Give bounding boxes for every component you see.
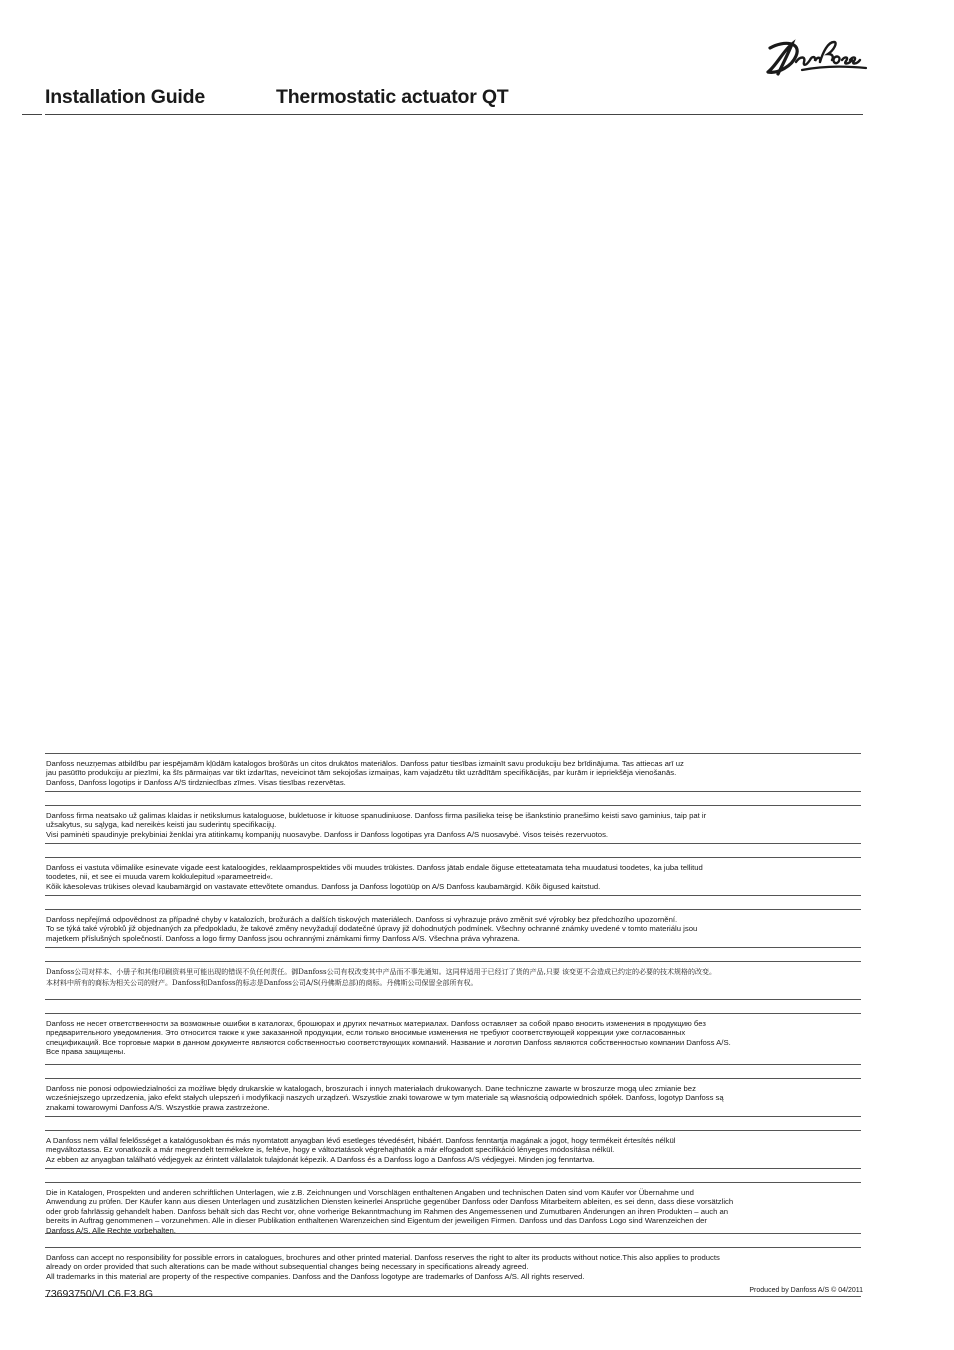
disclaimer-et <box>45 857 861 909</box>
disclaimers <box>45 753 861 1297</box>
disclaimer-text: Danfoss nie ponosi odpowiedzialności za możliwe błędy drukarskie w katalogach, broszurach i innych materiałach drukowanych. Dane techniczne zawarte w broszurze mogą ulec zmianie bez wcześniejszego uprzedzenia, jako efekt stałych ulepszeń i modyfikacji naszych urządzeń. Wszystkie znaki towarowe w tym materiale są własnością odpowiednich spółek. Danfoss, logotyp Danfoss są znakami towarowymi Danfoss A/S. Wszystkie prawa zastrzeżone. <box>46 1084 724 1112</box>
disclaimer-text: Danfoss firma neatsako už galimas klaidas ir netikslumus kataloguose, bukletuose ir kituose spanudiniuose. Danfoss firma pasilieka teisę be išankstinio pranešimo keisti savo gaminius, taip pat ir užsakytus, su sąlyga, kad nereikės keisti jau suderintų specifikacijų. Visi paminėti spaudinyje prekybiniai ženklai yra atitinkamų kompanijų nuosavybe. Danfoss ir Danfoss logotipas yra Danfoss A/S nuosavybė. Visos teisės rezervuotos. <box>46 811 707 839</box>
divider <box>45 1116 861 1117</box>
disclaimer-pl <box>45 1078 861 1130</box>
doc-type-heading: Installation Guide <box>45 86 205 108</box>
disclaimer-ru <box>45 1013 861 1078</box>
disclaimer-text: Danfoss ei vastuta võimalike esinevate vigade eest kataloogides, reklaamprospektides või muudes trükistes. Danfoss jätab endale õiguse etteteatamata teha muudatusi toodetes, ka juba tellitud toodetes, nii, et see ei muuda varem kokkulepitud »parameetreid«. Kõik käesolevas trükises olevad kaubamärgid on vastavate ettevõtete omandus. Danfoss ja Danfoss logotüüp on A/S Danfoss kaubamärgid. Kõik õigused kaitstud. <box>46 863 703 891</box>
divider <box>45 791 861 792</box>
document-code: 73693750/VI.C6.F3.8G <box>45 1288 153 1300</box>
divider <box>45 843 861 844</box>
header-rule-short <box>22 114 42 115</box>
disclaimer-zh <box>45 961 861 1013</box>
divider <box>45 1064 861 1065</box>
divider <box>45 895 861 896</box>
disclaimer-text: A Danfoss nem vállal felelősséget a katalógusokban és más nyomtatott anyagban lévő esetleges tévedésért, hibáért. Danfoss fenntartja magának a jogot, hogy termékeit értesítés nélkül megváltoztassa. Ez vonatkozik a már megrendelt termékekre is, feltéve, hogy e változtatások végrehajthatók a már elfogadott specifikáció lényeges módosítása nélkül. Az ebben az anyagban található védjegyek az érintett vállalatok tulajdonát képezik. A Danfoss és a Danfoss logo a Danfoss A/S védjegyei. Minden jog fenntartva. <box>46 1136 676 1164</box>
page-header <box>45 86 862 114</box>
divider <box>45 1233 861 1234</box>
disclaimer-text: Danfoss не несет ответственности за возможные ошибки в каталогах, брошюрах и других печатных материалах. Danfoss оставляет за собой право вносить изменения в продукцию без предварительного уведомления. Это относится также к уже заказанной продукции, если только вносимые изменения не требуют соответствующей коррекции уже согласованных спецификаций. Все торговые марки в данном документе являются собственностью соответствующих компаний. Название и логотип Danfoss являются собственностью компании Danfoss A/S. Все права защищены. <box>46 1019 731 1057</box>
disclaimer-en <box>45 1247 861 1297</box>
divider <box>45 999 861 1000</box>
disclaimer-lt <box>45 805 861 857</box>
header-rule <box>45 114 863 115</box>
disclaimer-text: Danfoss can accept no responsibility for possible errors in catalogues, brochures and other printed material. Danfoss reserves the right to alter its products without notice.This also applies to products already on order provided that such alterations can be made without subsequential changes being necessary in specifications already agreed. All trademarks in this material are property of the respective companies. Danfoss and the Danfoss logotype are trademarks of Danfoss A/S. All rights reserved. <box>46 1253 720 1281</box>
divider <box>45 1168 861 1169</box>
produced-by-note: Produced by Danfoss A/S © 04/2011 <box>749 1287 863 1294</box>
page-title: Thermostatic actuator QT <box>276 86 509 108</box>
disclaimer-de <box>45 1182 861 1247</box>
disclaimer-hu <box>45 1130 861 1182</box>
disclaimer-text: Danfoss公司对样本、小册子和其他印刷资料里可能出现的错误不负任何责任。御Danfoss公司有权改变其中产品而不事先通知。这同样适用于已经订了货的产品,只要 该变更不会造成已约定的必要的技术规格的改变。 本材料中所有的商标为相关公司的财产。Danfoss和Danfoss的标志是Danfoss公司A/S(丹佛斯总部)的商标。丹佛斯公司保留全部所有权。 <box>46 968 717 987</box>
divider <box>45 947 861 948</box>
disclaimer-text: Danfoss neuzņemas atbildību par iespējamām kļūdām katalogos brošūrās un citos drukātos materiālos. Danfoss patur tiesības izmainīt savu produkciju bez brīdinājuma. Tas attiecas arī uz jau pasūtīto produkciju ar piezīmi, ka šīs pārmaiņas var tikt izdarītas, neveicinot tām sekojošas izmaiņas, kam vajadzētu tikt uzrādītām specifikācijās, par kurām ir iepriekšēja vienošanās. Danfoss, Danfoss logotips ir Danfoss A/S tirdzniecības zīmes. Visas tiesības rezervētas. <box>46 759 684 787</box>
disclaimer-cs <box>45 909 861 961</box>
disclaimer-lv <box>45 753 861 805</box>
disclaimer-text: Danfoss nepřejímá odpovědnost za případné chyby v katalozích, brožurách a dalších tiskových materiálech. Danfoss si vyhrazuje právo změnit své výrobky bez předchozího upozornění. To se týká také výrobků již objednaných za předpokladu, že takové změny nevyžadují dodatečné úpravy již dohodnutých podmínek. Všechny ochranné známky uvedené v tomto materiálu jsou majetkem příslušných společností. Danfoss a logo firmy Danfoss jsou ochrannými známkami firmy Danfoss A/S. Všechna práva vyhrazena. <box>46 915 698 943</box>
danfoss-logo <box>762 36 870 78</box>
disclaimer-text: Die in Katalogen, Prospekten und anderen schriftlichen Unterlagen, wie z.B. Zeichnungen und Vorschlägen enthaltenen Angaben und technischen Daten sind vom Käufer vor Übernahme und Anwendung zu prüfen. Der Käufer kann aus diesen Unterlagen und zusätzlichen Diensten keinerlei Ansprüche gegenüber Danfoss oder Danfoss Mitarbeitern ableiten, es sei denn, dass diese vorsätzlich oder grob fahrlässig gehandelt haben. Danfoss behält sich das Recht vor, ohne vorherige Bekanntmachung im Rahmen des Angemessenen und Zumutbaren Änderungen an ihren Produkten – auch an bereits in Auftrag genommenen – vorzunehmen. Alle in dieser Publikation enthaltenen Warenzeichen sind Eigentum der jeweiligen Firmen. Danfoss und das Danfoss Logo sind Warenzeichen der Danfoss A/S. Alle Rechte vorbehalten. <box>46 1188 734 1235</box>
